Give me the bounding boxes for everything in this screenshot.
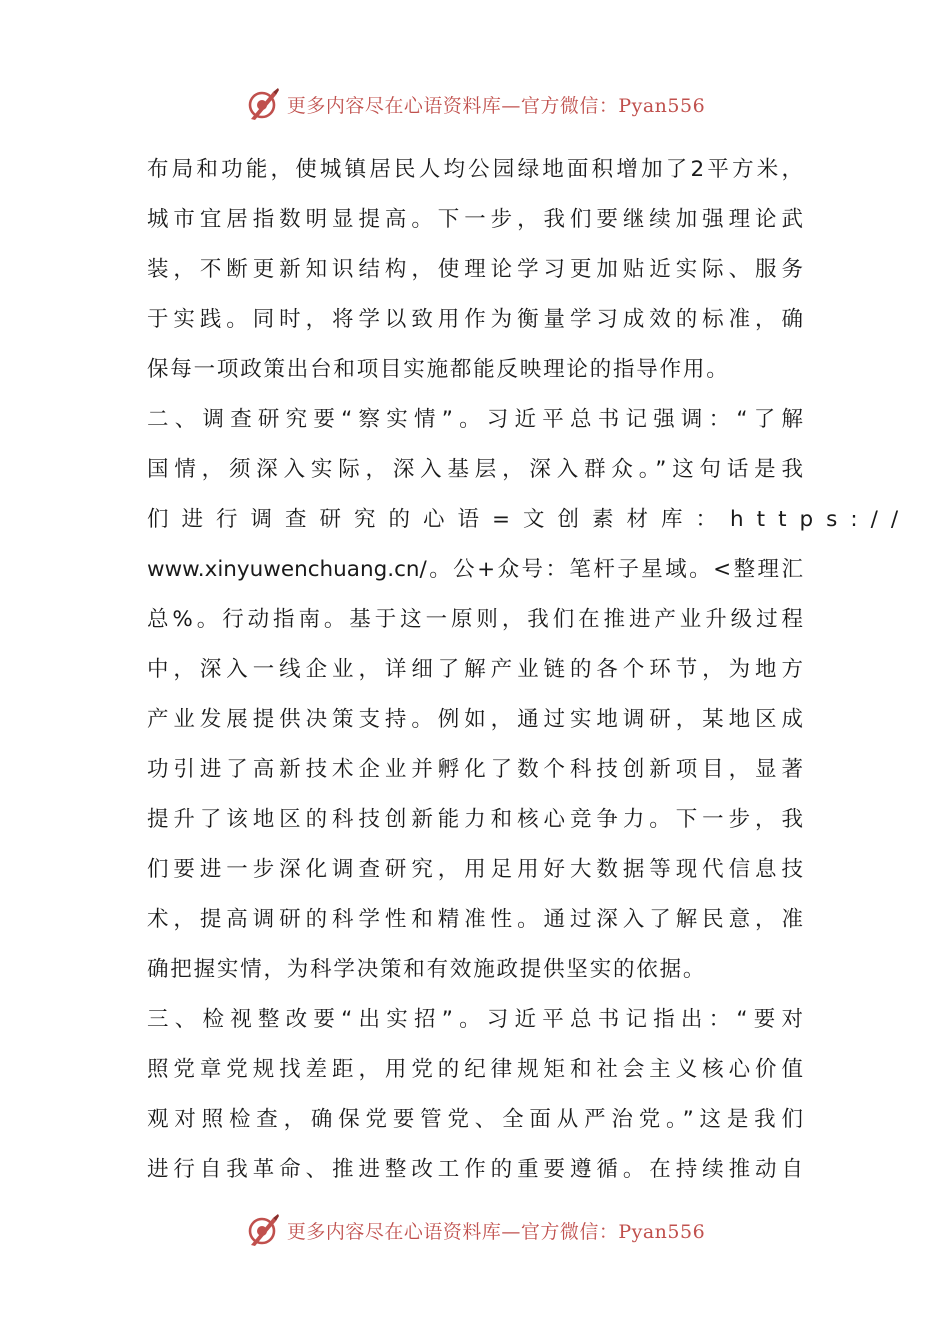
document-body [147,145,912,1195]
body-line: 装，不断更新知识结构，使理论学习更加贴近实际、服务 [147,257,803,282]
body-line: 术，提高调研的科学性和精准性。通过深入了解民意，准 [147,907,803,932]
footer-banner [0,1210,950,1250]
body-line: 于实践。同时，将学以致用作为衡量学习成效的标准，确 [147,307,803,332]
body-line: 进行自我革命、推进整改工作的重要遵循。在持续推动自 [147,1157,803,1182]
body-line: 产业发展提供决策支持。例如，通过实地调研，某地区成 [147,707,803,732]
body-line: 保每一项政策出台和项目实施都能反映理论的指导作用。 [147,357,730,382]
header-banner-text: 更多内容尽在心语资料库—官方微信：Pyan556 [286,94,706,117]
body-line: www.xinyuwenchuang.cn/。公+众号：笔杆子星域。<整理汇 [147,557,803,582]
body-line: 总%。行动指南。基于这一原则，我们在推进产业升级过程 [147,607,803,632]
footer-banner-text: 更多内容尽在心语资料库—官方微信：Pyan556 [286,1220,706,1243]
body-line: 观对照检查，确保党要管党、全面从严治党。”这是我们 [147,1107,803,1132]
body-line: 城市宜居指数明显提高。下一步，我们要继续加强理论武 [147,207,803,232]
body-line: 提升了该地区的科技创新能力和核心竞争力。下一步，我 [147,807,803,832]
body-line: 三、检视整改要“出实招”。习近平总书记指出：“要对 [147,1007,803,1032]
pen-circle-logo-icon [245,86,281,122]
body-line: 功引进了高新技术企业并孵化了数个科技创新项目，显著 [147,757,803,782]
pen-circle-logo-icon [245,1212,281,1248]
body-line: 们进行调查研究的心语=文创素材库：https:// [147,507,912,532]
body-line: 确把握实情，为科学决策和有效施政提供坚实的依据。 [147,957,707,982]
header-banner [0,84,950,124]
body-line: 们要进一步深化调查研究，用足用好大数据等现代信息技 [147,857,803,882]
body-line: 布局和功能，使城镇居民人均公园绿地面积增加了2平方米， [147,157,803,182]
body-line: 国情，须深入实际，深入基层，深入群众。”这句话是我 [147,457,803,482]
body-line: 中，深入一线企业，详细了解产业链的各个环节，为地方 [147,657,803,682]
body-line: 照党章党规找差距，用党的纪律规矩和社会主义核心价值 [147,1057,803,1082]
body-line: 二、调查研究要“察实情”。习近平总书记强调：“了解 [147,407,803,432]
